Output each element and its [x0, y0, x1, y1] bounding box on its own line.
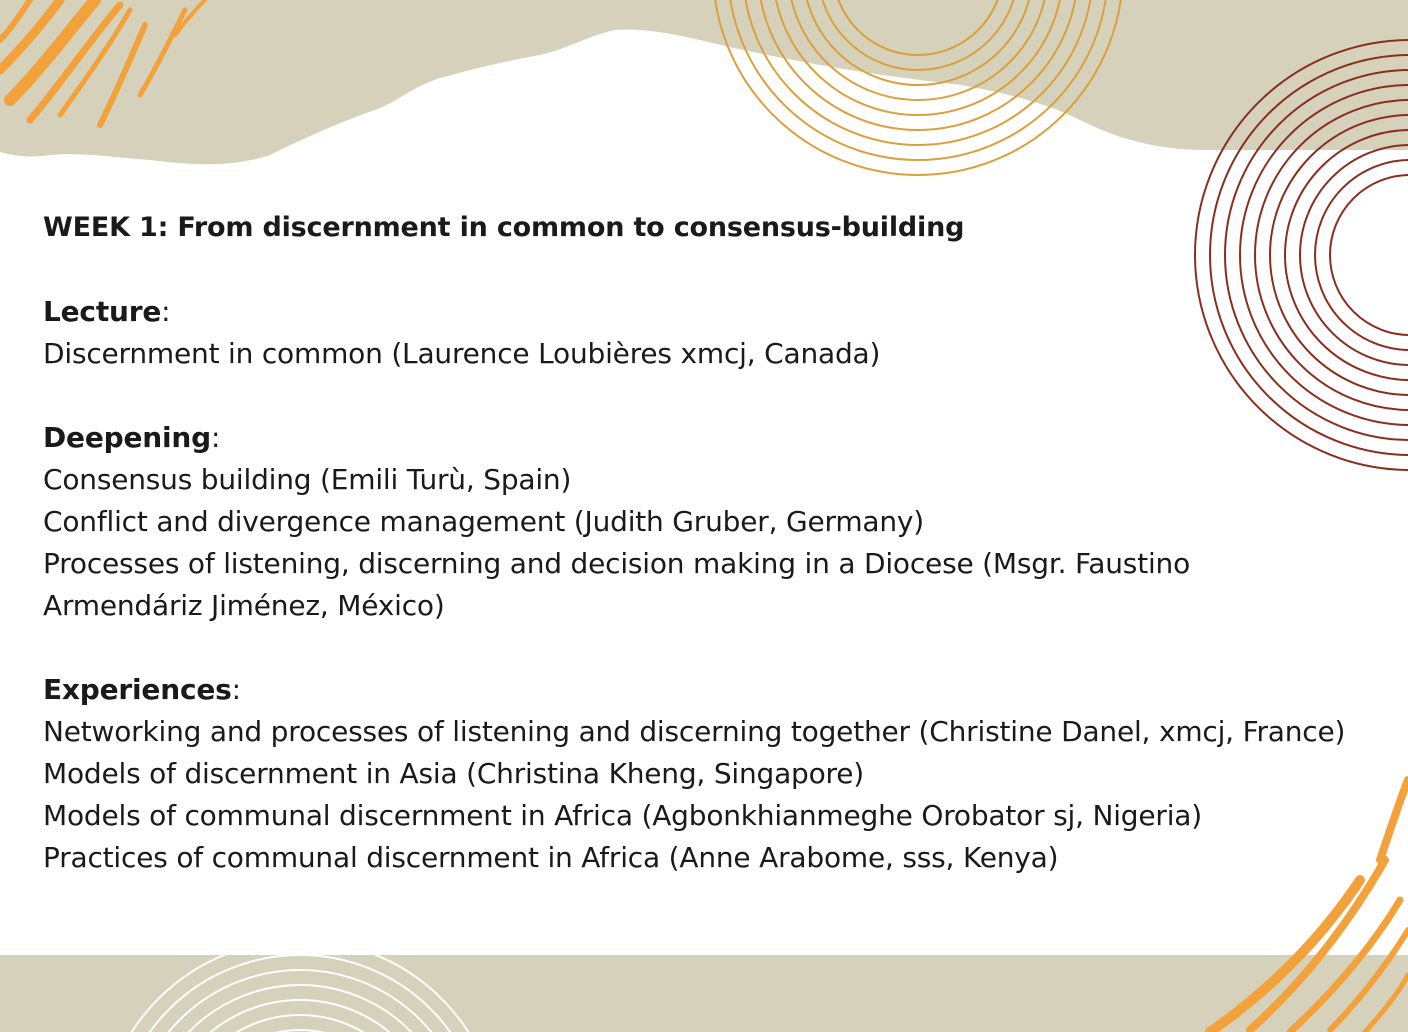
list-item: Models of communal discernment in Africa (Agbonkhianmeghe Orobator sj, Nigeria)	[43, 799, 1202, 832]
spacer	[43, 249, 1383, 291]
list-item: Armendáriz Jiménez, México)	[43, 589, 445, 622]
top-beige-band	[0, 0, 1408, 164]
list-item: Discernment in common (Laurence Loubières xmcj, Canada)	[43, 337, 881, 370]
bottom-beige-band	[0, 955, 1408, 1032]
list-item: Consensus building (Emili Turù, Spain)	[43, 463, 572, 496]
list-item: Practices of communal discernment in Africa (Anne Arabome, sss, Kenya)	[43, 841, 1059, 874]
list-item: Models of discernment in Asia (Christina Kheng, Singapore)	[43, 757, 865, 790]
section-heading-label: Deepening	[43, 421, 211, 454]
section-heading-experiences: Experiences:	[43, 673, 241, 706]
spacer	[43, 375, 1383, 417]
section-heading-label: Lecture	[43, 295, 162, 328]
week-title: WEEK 1: From discernment in common to consensus-building	[43, 212, 965, 243]
section-heading-deepening: Deepening:	[43, 421, 221, 454]
list-item: Networking and processes of listening and discerning together (Christine Danel, xmcj, France)	[43, 715, 1346, 748]
list-item: Conflict and divergence management (Judith Gruber, Germany)	[43, 505, 924, 538]
list-item: Processes of listening, discerning and decision making in a Diocese (Msgr. Faustino	[43, 547, 1191, 580]
section-heading-lecture: Lecture:	[43, 295, 171, 328]
section-heading-label: Experiences	[43, 673, 232, 706]
schedule-content	[43, 207, 1383, 879]
spacer	[43, 627, 1383, 669]
